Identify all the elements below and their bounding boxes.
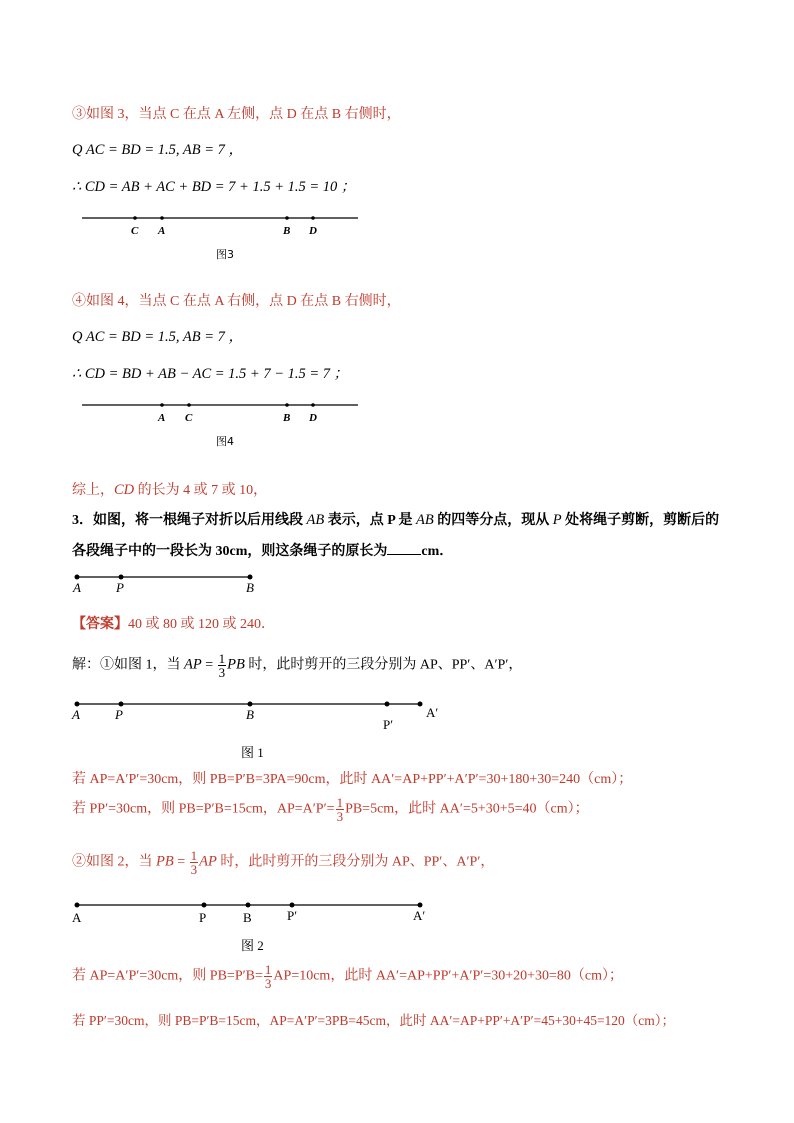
fig2-point-b: B bbox=[243, 910, 252, 925]
fig1-caption: 图 1 bbox=[241, 745, 264, 760]
fig4-point-a: A bbox=[158, 412, 166, 424]
case4-calc: ∴ CD = BD + AB − AC = 1.5 + 7 − 1.5 = 7 ； bbox=[72, 366, 349, 382]
question-3-line1: 3．如图，将一根绳子对折以后用线段 AB 表示，点 P 是 AB 的四等分点，现从 P 处将绳子剪断，剪断后的 bbox=[72, 512, 720, 528]
case4-heading: ④如图 4，当点 C 在点 A 右侧，点 D 在点 B 右侧时， bbox=[72, 294, 401, 309]
fig3-point-c: C bbox=[131, 225, 139, 237]
solution-2-case-a: 若 AP=A′P′=30cm，则 PB=P′B= $\frac{1}{3}$ AP=10cm，此时 AA′=AP+PP′+A′P′=30+20+30=80（cm）； bbox=[72, 962, 624, 991]
case3-given: Q AC = BD = 1.5, AB = 7 ， bbox=[72, 142, 243, 158]
q3-point-a: A bbox=[73, 580, 81, 595]
fig2-point-p-prime: P′ bbox=[287, 908, 298, 923]
fig4-point-b: B bbox=[283, 412, 291, 424]
summary-line: 综上，CD 的长为 4 或 7 或 10， bbox=[72, 482, 268, 498]
solution-1-case-b: 若 PP′=30cm，则 PB=P′B=15cm，AP=A′P′= $\frac{1}{3}$ PB=5cm，此时 AA′=5+30+5=40（cm）； bbox=[72, 795, 589, 824]
solution-1-intro: 解：①如图 1，当 AP = $\frac{1}{3}$ PB 时，此时剪开的三段分别为 AP、PP′、A′P′， bbox=[72, 651, 523, 680]
solution-2-intro: ②如图 2，当 PB = $\frac{1}{3}$ AP 时，此时剪开的三段分别为 AP、PP′、A′P′， bbox=[72, 848, 495, 877]
fig1-point-p: P bbox=[115, 707, 123, 722]
case4-given: Q AC = BD = 1.5, AB = 7 ， bbox=[72, 329, 243, 345]
question-3-line2: 各段绳子中的一段长为 30cm，则这条绳子的原长为 cm． bbox=[72, 544, 454, 559]
fig3-point-d: D bbox=[309, 225, 317, 237]
fig2-caption: 图 2 bbox=[241, 938, 264, 953]
fig2-point-p: P bbox=[199, 910, 207, 925]
fig4-caption: 图4 bbox=[216, 435, 234, 448]
fig4-point-c: C bbox=[185, 412, 193, 424]
fig3-caption: 图3 bbox=[216, 248, 234, 261]
fig3-point-a: A bbox=[158, 225, 166, 237]
case3-calc: ∴ CD = AB + AC + BD = 7 + 1.5 + 1.5 = 10 ； bbox=[72, 179, 356, 195]
q3-point-b: B bbox=[246, 580, 254, 595]
fig1-point-a-prime: A′ bbox=[426, 705, 439, 720]
q3-point-p: P bbox=[116, 580, 124, 595]
fig1-point-p-prime: P′ bbox=[383, 717, 394, 732]
fig2-point-a-prime: A′ bbox=[413, 908, 426, 923]
case3-heading: ③如图 3，当点 C 在点 A 左侧，点 D 在点 B 右侧时， bbox=[72, 107, 401, 122]
solution-2-case-b: 若 PP′=30cm，则 PB=P′B=15cm，AP=A′P′=3PB=45cm，此时 AA′=AP+PP′+A′P′=45+30+45=120（cm）； bbox=[72, 1013, 676, 1028]
solution-1-case-a: 若 AP=A′P′=30cm，则 PB=P′B=3PA=90cm，此时 AA′=AP+PP′+A′P′=30+180+30=240（cm）； bbox=[72, 772, 633, 787]
fig2-point-a: A bbox=[72, 910, 82, 925]
fig1-point-b: B bbox=[246, 707, 254, 722]
answer-line: 【答案】40 或 80 或 120 或 240． bbox=[72, 617, 275, 632]
fig3-point-b: B bbox=[283, 225, 291, 237]
fig4-point-d: D bbox=[309, 412, 317, 424]
fig1-point-a: A bbox=[72, 707, 80, 722]
